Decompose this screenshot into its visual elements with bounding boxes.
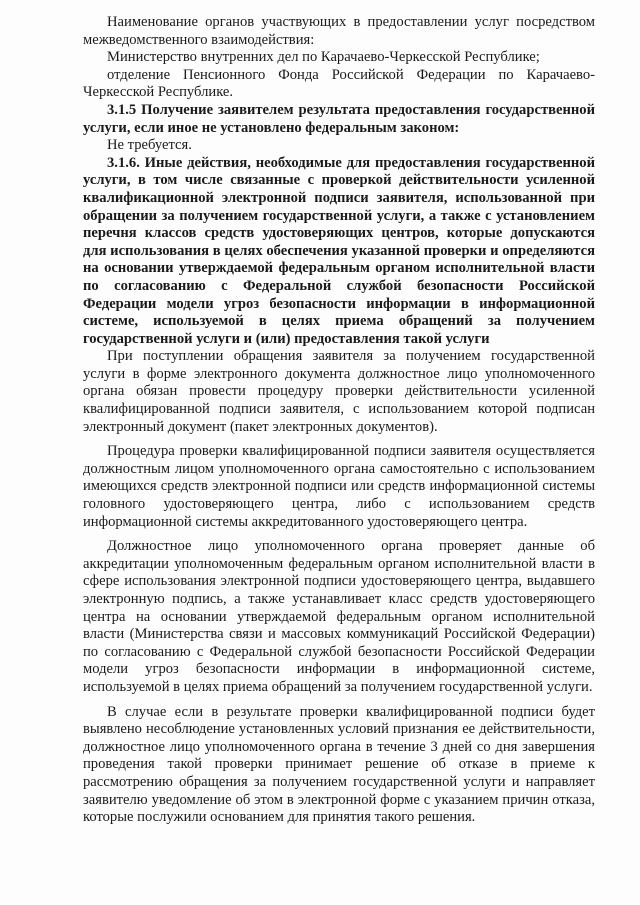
document-body (83, 14, 595, 827)
paragraph-not-required: Не требуется. (107, 137, 192, 154)
paragraph-agencies-heading: Наименование органов участвующих в предоставлении услуг посредством межведомственного взаимодействия: (83, 14, 595, 48)
paragraph-signature-check: При поступлении обращения заявителя за получением государственной услуги в форме электронного документа должностное лицо уполномоченного органа обязан провести процедуру проверки действительности усиленной квалифицированной подписи заявителя, с использованием которой подписан электронный документ (пакет электронных документов). (83, 348, 595, 435)
paragraph-check-procedure: Процедура проверки квалифицированной подписи заявителя осуществляется должностным лицом уполномоченного органа самостоятельно с использованием имеющихся средств электронной подписи или средств информационной системы головного удостоверяющего центра, либо с использованием средств информационной системы аккредитованного удостоверяющего центра. (83, 443, 595, 530)
paragraph-ministry: Министерство внутренних дел по Карачаево-Черкесской Республике; (107, 49, 540, 66)
paragraph-accreditation-check: Должностное лицо уполномоченного органа проверяет данные об аккредитации уполномоченным федеральным органом исполнительной власти в сфере использования электронной подписи удостоверяющего центра, выдавшего электронную подпись, а также устанавливает класс средств удостоверяющего центра на основании утверждаемой федеральным органом исполнительной власти (Министерства связи и массовых коммуникаций Российской Федерации) по согласованию с Федеральной службой безопасности Российской Федерации модели угроз безопасности информации в информационной системе, используемой в целях приема обращений за получением государственной услуги. (83, 538, 595, 695)
section-3-1-5-heading: 3.1.5 Получение заявителем результата предоставления государственной услуги, если иное не установлено федеральным законом: (83, 101, 595, 136)
paragraph-pension-fund: отделение Пенсионного Фонда Российской Федерации по Карачаево-Черкесской Республике. (83, 66, 595, 101)
section-3-1-6-heading: 3.1.6. Иные действия, необходимые для предоставления государственной услуги, в том числе связанные с проверкой действительности усиленной квалификационной электронной подписи заявителя, использованной при обращении за получением государственной услуги, а также с установлением перечня классов средств удостоверяющих центров, которые допускаются для использования в целях обеспечения указанной проверки и определяются на основании утверждаемой федеральным органом исполнительной власти по согласованию с Федеральной службой безопасности Российской Федерации модели угроз безопасности информации в информационной системе, используемой в целях приема обращений за получением государственной услуги и (или) предоставления такой услуги (83, 154, 595, 347)
paragraph-refusal: В случае если в результате проверки квалифицированной подписи будет выявлено несоблюдение установленных условий признания ее действительности, должностное лицо уполномоченного органа в течение 3 дней со дня завершения проведения такой проверки принимает решение об отказе в приеме к рассмотрению обращения за получением государственной услуги и направляет заявителю уведомление об этом в электронной форме с указанием причин отказа, которые послужили основанием для принятия такого решения. (83, 703, 595, 826)
